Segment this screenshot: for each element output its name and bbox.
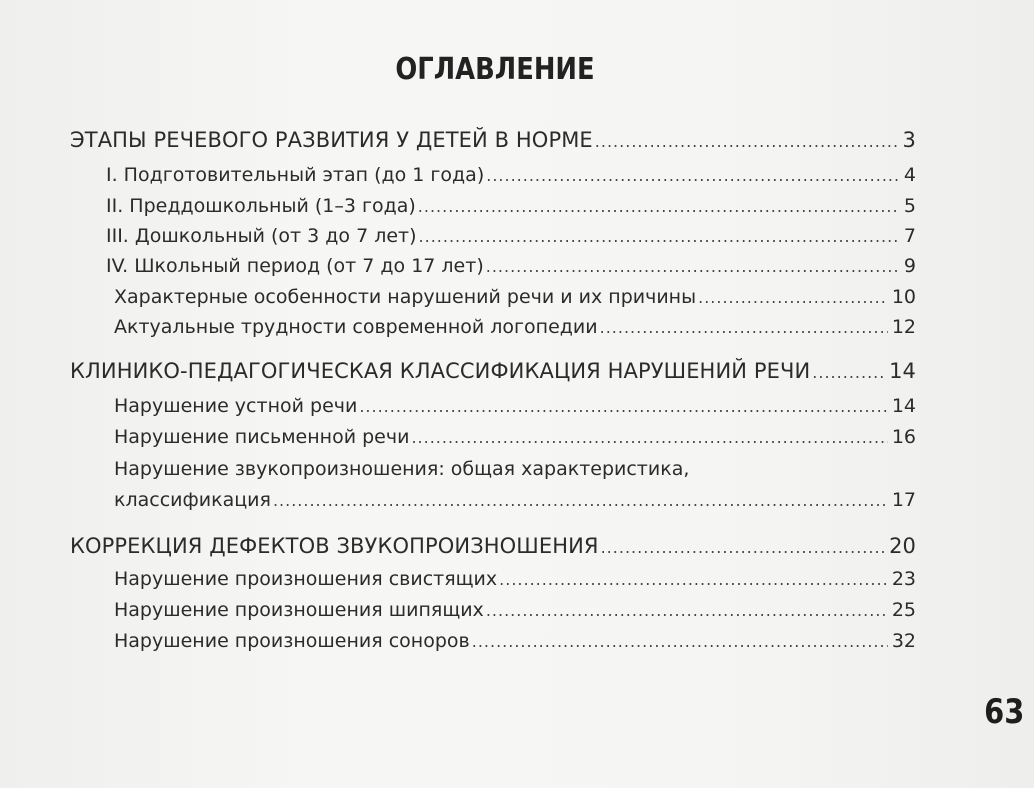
toc-item xyxy=(106,225,916,247)
toc-item-label: Характерные особенности нарушений речи и их причины xyxy=(114,286,697,308)
leader-dots xyxy=(600,318,888,337)
page-number-folio: 63 xyxy=(983,692,1024,732)
toc-page-number: 14 xyxy=(889,359,916,383)
leader-dots xyxy=(812,363,885,382)
page-title: ОГЛАВЛЕНИЕ xyxy=(395,52,595,87)
leader-dots xyxy=(698,288,888,307)
toc-item-label: Нарушение произношения шипящих xyxy=(114,599,484,621)
toc-item-label: Нарушение письменной речи xyxy=(114,426,410,448)
toc-item xyxy=(106,195,916,217)
toc-item xyxy=(114,316,916,338)
leader-dots xyxy=(418,197,900,216)
leader-dots xyxy=(486,601,888,620)
toc-page-number: 5 xyxy=(903,195,916,217)
toc-section-label: КЛИНИКО-ПЕДАГОГИЧЕСКАЯ КЛАССИФИКАЦИЯ НАРУШЕНИЙ РЕЧИ xyxy=(70,359,811,383)
toc-item-label: Актуальные трудности современной логопедии xyxy=(114,316,598,338)
toc-page-number: 9 xyxy=(903,255,916,277)
leader-dots xyxy=(595,132,899,151)
toc-section-correction xyxy=(70,534,916,558)
leader-dots xyxy=(273,491,888,510)
toc-item-label: II. Преддошкольный (1–3 года) xyxy=(106,195,416,217)
toc-page-number: 32 xyxy=(891,630,916,652)
leader-dots xyxy=(472,632,888,651)
leader-dots xyxy=(419,227,900,246)
toc-page-number: 10 xyxy=(891,286,916,308)
toc-page-number: 4 xyxy=(903,164,916,186)
toc-item xyxy=(114,286,916,308)
leader-dots xyxy=(499,570,888,589)
toc-page-number: 23 xyxy=(891,568,916,590)
toc-section-classification xyxy=(70,359,916,383)
toc-item-label: I. Подготовительный этап (до 1 года) xyxy=(106,164,485,186)
toc-item xyxy=(114,489,916,511)
toc-item-label: Нарушение устной речи xyxy=(114,395,358,417)
toc-item xyxy=(114,395,916,417)
toc-item xyxy=(106,164,916,186)
toc-item-label: Нарушение произношения соноров xyxy=(114,630,470,652)
leader-dots xyxy=(486,257,900,276)
leader-dots xyxy=(601,538,885,557)
toc-page-number: 12 xyxy=(891,316,916,338)
toc-item-label: Нарушение произношения свистящих xyxy=(114,568,498,590)
leader-dots xyxy=(359,397,887,416)
toc-page-number: 14 xyxy=(891,395,916,417)
toc-page-number: 20 xyxy=(889,534,916,558)
toc-item-label: классификация xyxy=(114,489,271,511)
toc-page-number: 16 xyxy=(891,426,916,448)
toc-page-number: 7 xyxy=(903,225,916,247)
toc-page-number: 25 xyxy=(891,599,916,621)
leader-dots xyxy=(411,428,887,447)
toc-section-label: КОРРЕКЦИЯ ДЕФЕКТОВ ЗВУКОПРОИЗНОШЕНИЯ xyxy=(70,534,599,558)
toc-section-speech-development xyxy=(70,128,916,152)
toc-item-label: III. Дошкольный (от 3 до 7 лет) xyxy=(106,225,417,247)
toc-item xyxy=(114,630,916,652)
toc-item-label: IV. Школьный период (от 7 до 17 лет) xyxy=(106,255,484,277)
toc-item xyxy=(106,255,916,277)
toc-item xyxy=(114,568,916,590)
toc-section-label: ЭТАПЫ РЕЧЕВОГО РАЗВИТИЯ У ДЕТЕЙ В НОРМЕ xyxy=(70,128,593,152)
leader-dots xyxy=(486,166,900,185)
toc-item xyxy=(114,426,916,448)
toc-item xyxy=(114,599,916,621)
toc-item-label-line1: Нарушение звукопроизношения: общая характеристика, xyxy=(114,458,690,480)
toc-page-number: 17 xyxy=(891,489,916,511)
toc-page-number: 3 xyxy=(902,128,916,152)
